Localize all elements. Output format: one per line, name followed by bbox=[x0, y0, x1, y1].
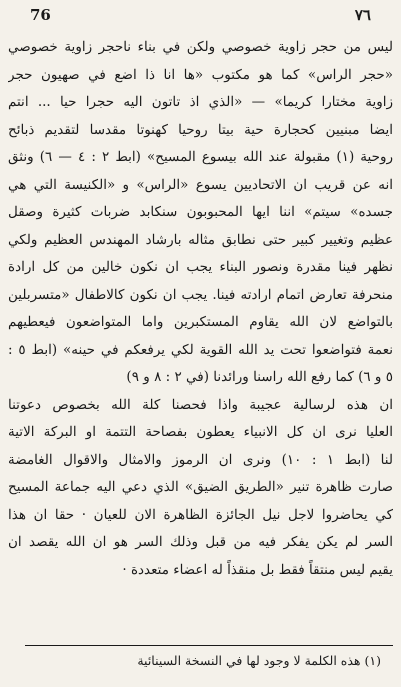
text-line: جسده» سيتم» اننا ايها المحبوبون سنكابد ضربات كثيرة وصقل bbox=[8, 204, 393, 220]
text-line: روحية (١) مقبولة عند الله بيسوع المسيح» (ابط ٢ : ٤ — ٦) ونثق bbox=[8, 149, 393, 165]
text-line: بالتواضع لان الله يقاوم المستكبرين واما المتواضعون فيعطيهم bbox=[8, 314, 393, 330]
text-line: عظيم وتغيير كبير حتى نطابق مثاله بارشاد المهندس العظيم ولكي bbox=[8, 231, 393, 248]
text-line: ان هذه لرسالية عجيبة واذا فحصنا كلة الله بخصوص دعوتنا bbox=[8, 396, 393, 413]
text-line: صارت ظاهرة تنير «الطريق الضيق» الذي دعي اليه جماعة المسيح bbox=[8, 479, 393, 495]
text-line: كي يحاضروا لاجل نيل الجائزة الظاهرة الان للعيان · حقا ان هذا bbox=[8, 506, 393, 523]
text-line: ليس من حجر زاوية خصوصي ولكن في بناء ناحجر زاوية خصوصي bbox=[8, 39, 393, 55]
footnote-divider bbox=[25, 645, 393, 646]
text-line: ايضا مبنيين كحجارة حية بيتا روحيا كهنوتا مقدسا لتقديم ذبائح bbox=[8, 121, 393, 138]
text-line: منحرفة تعارض اتمام ارادته فينا. يجب ان نكون كالاطفال «متسربلين bbox=[8, 286, 393, 303]
text-line: زاوية مختارا كريما» — «الذي اذ تاتون اليه حجرا حيا ... انتم bbox=[8, 94, 393, 110]
page-number-arabic: ٧٦ bbox=[354, 6, 371, 24]
page-header bbox=[30, 6, 371, 26]
text-line: العليا نرى ان كل الانبياء يعطون بفصاحة التتمة او البركة الاتية bbox=[8, 424, 393, 440]
text-line: انه عن قريب ان الاتحاديين يسوع «الراس» و «الكنيسة التي هي bbox=[8, 176, 393, 193]
paragraph-2 bbox=[8, 392, 393, 585]
text-line: نعمة فتواضعوا تحت يد الله القوية لكي يرفعكم في حينه» (ابط ٥ : bbox=[8, 341, 393, 358]
paragraph-1 bbox=[8, 34, 393, 392]
text-line: السر لم يكن يفكر فيه من قبل وذلك السر هو ان الله يقصد ان bbox=[8, 534, 393, 550]
page-number-latin: 76 bbox=[30, 6, 51, 24]
body-text bbox=[8, 34, 393, 584]
footnote-text: هذه الكلمة لا وجود لها في النسخة السينائية bbox=[137, 653, 361, 668]
text-line: ٥ و ٦) كما رفع الله راسنا ورائدنا (في ٢ : ٨ و ٩) bbox=[126, 369, 393, 385]
text-line: نظهر فينا مقدرة ونصور البناء يجب ان نكون خالين من كل ارادة bbox=[8, 259, 393, 275]
text-line: لنا (ابط ١ : ١٠) ونرى ان الرموز والامثال والاقوال الغامضة bbox=[8, 451, 393, 468]
footnote bbox=[20, 650, 381, 672]
footnote-marker: (١) bbox=[364, 653, 381, 668]
text-line: «حجر الراس» كما هو مكتوب «ها انا ذا اضع في صهيون حجر bbox=[8, 66, 393, 83]
text-line: يقيم ليس منتقاً فقط بل منقذاً له اعضاء متعددة · bbox=[122, 561, 393, 578]
